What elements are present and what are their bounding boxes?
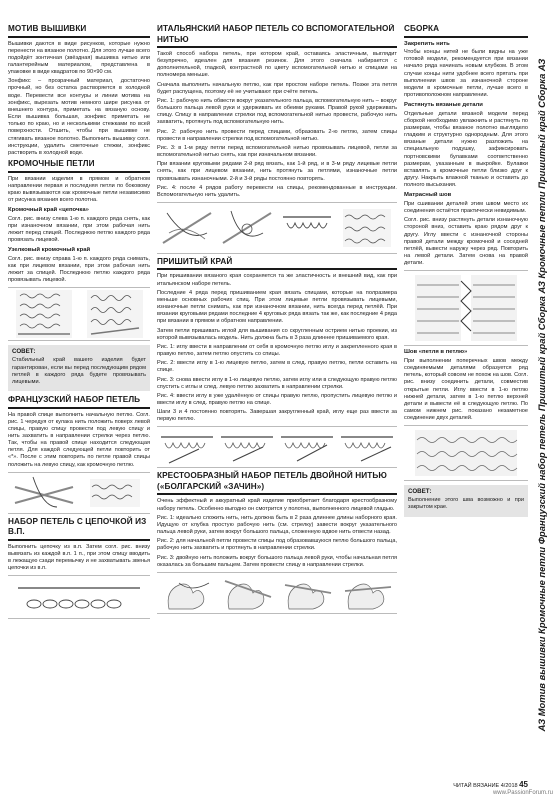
tip-text: Стабильный край вашего изделия будет гарантирован, если вы перед последующим рядом петлей в каждого ряда будете провязывать лицевыми.	[12, 357, 146, 385]
paragraph: Рис. 4: после 4 рядов работу перевести на спицы, рекомендованные в инструкции. Вспомогательную нить удалить.	[157, 184, 397, 198]
paragraph: Рис. 1: иглу ввести в направлении от себя в кромочную петлю иглу и закрепленного края в правую петлю, затем петлю опустить со спицы.	[157, 343, 397, 358]
paragraph: Рис. 3: двойную нить положить вокруг большого пальца левой руки, чтобы начальная петля оказалась за большим пальцем. Затем провести спицу в направлении стрелки.	[157, 554, 397, 568]
sewn-edge-step-3	[279, 427, 335, 467]
italian-cast-on-figures	[157, 202, 397, 254]
mattress-stitch-illustration	[411, 271, 521, 345]
paragraph: При пришивании вязаного края сохраняется та же эластичность и внешний вид, как при итальянском наборе петель.	[157, 273, 397, 287]
side-title-bar	[531, 40, 553, 750]
paragraph: Рис. 2: для начальной петли провести спицы под образовавшуюся петлю большого пальца, рабочую нить захватить и протянуть в направлении стрелки.	[157, 538, 397, 552]
paragraph: При вязании круговыми рядами 2-й ряд вязать, как 1-й ряд, и в 3-м ряду лицевые петли снять, как при лицевом вязании, нить протянуть за петлями, изнаночные петли провязывать изнаночными. 2-й и 3-й ряды постоянно повторять.	[157, 161, 397, 182]
paragraph: При сшивании деталей этим швом место их соединения остаётся практически невидимым.	[404, 200, 528, 215]
paragraph: Рис. 1: идеально сложить нить, нить должна быть в 2 раза длиннее длины наборного края. Идущую от клубка простую рабочую нить (см. стрелку) завести вокруг указательного пальца левой руки, затем вокруг большого пальца, сложенную вдвое нить отвести назад.	[157, 514, 397, 536]
sewn-edge-step-4	[339, 427, 395, 467]
journal-name: ЧИТАЙ ВЯЗАНИЕ 4/2018	[453, 783, 518, 789]
italian-cast-on-step-4	[339, 203, 395, 253]
paragraph: При вязании изделия в прямом и обратном направлении первая и последняя петли по боковому краю вывязываются как кромочные петли независимо от рисунка вязания всего полотна.	[8, 175, 150, 203]
italian-cast-on-step-3	[279, 203, 335, 253]
paragraph: Рис. 3: в 1-м ряду петли перед вспомогательной нитью провязывать лицевой, петли за вспомогательной нитью снять, как при изначальном вязании.	[157, 144, 397, 159]
hand-illustration-2	[219, 573, 275, 613]
column-middle	[157, 24, 397, 776]
sewn-edge-figures	[157, 426, 397, 468]
sewn-edge-step-1	[159, 427, 215, 467]
subheading: Матрасный шов	[404, 192, 452, 199]
subheading: Растянуть вязаные детали	[404, 102, 483, 109]
page-footer	[404, 780, 528, 790]
italian-cast-on-step-1	[159, 203, 215, 253]
section-title-french-cast-on: ФРАНЦУЗСКИЙ НАБОР ПЕТЕЛЬ	[8, 395, 150, 409]
section-title-edge-stitches: КРОМОЧНЫЕ ПЕТЛИ	[8, 159, 150, 173]
paragraph: Отдельные детали вязаной модели перед сборкой необходимо увлажнить и растянуть по размерам, чтобы вязаное полотно выглядело гладким и структурно однородным. Для этого вязаные детали нужно разложить на специальную подушку, зафиксировать портновскими булавками соответственно размерам, указанным в выкройке. Булавки вставлять в кромочные петли близко друг к другу. Накрыть влажной тканью и оставить до полного высыхания.	[404, 110, 528, 189]
subheading: Шов «петля в петлю»	[404, 349, 468, 356]
watermark: www.PassionForum.ru	[492, 790, 553, 796]
paragraph: Рис. 3: снова ввести иглу в 1-ю лицевую петлю, затем иглу или в следующую правую петлю спустить с иглы и след. левую петлю захватить в направлении стрелки.	[157, 376, 397, 390]
knot-edge-illustration	[85, 288, 145, 340]
chain-cast-on-figure	[8, 575, 150, 619]
section-title-chain-cast-on: НАБОР ПЕТЕЛЬ С ЦЕПОЧКОЙ ИЗ В.П.	[8, 517, 150, 541]
column-left	[8, 24, 150, 776]
chain-edge-illustration	[14, 288, 74, 340]
tip-text: Выполнение этого шва возможно и при закрытом крае.	[408, 497, 524, 511]
hand-illustration-4	[339, 573, 395, 613]
page-number: 45	[519, 780, 528, 789]
paragraph: Рис. 2: ввести иглу в 1-ю лицевую петлю, затем в след. правую петлю, петли оставить на спице.	[157, 360, 397, 374]
paragraph: Зонфикс – прозрачный материал, достаточно прочный, но без остатка растворяется в холодной воде. Перевести все контуры и линии мотива на зонфикс, вырезать мотив немного шире рисунка от внешнего контура, приметать на вязаную основу. Если вышивка большая, зонфикс приметать не только по краю, но и несколькими стежками по всей поверхности. Отшить, чтобы при вышивке не стягивать вязаное полотно. Выполнить вышивку согл. инструкции, удалить сметочные стежки, зонфикс растворить в холодной воде.	[8, 78, 150, 156]
french-cast-on-figures	[8, 472, 150, 514]
tip-box	[8, 345, 150, 391]
paragraph: На правой спице выполнить начальную петлю. Согл. рис. 1 чередуя от кулака нить положить поверх левой спицы, правую спицу провести под левую спицу и нить захватить в направлении стрелки через петлю. Так, чтобы на правой спице находится следующая петля. Для каждой следующей петли повторить от «*». После с этим повторить по петле правой спицы положить на левую спицу, как кромочную петлю.	[8, 411, 150, 468]
side-title: АЗ Мотив вышивки Кромочные петли Французский набор петель Пришитый край Сборка АЗ Кромочные петли Пришитый край Сборка АЗ	[535, 58, 547, 732]
tip-heading: СОВЕТ:	[408, 488, 432, 496]
paragraph: Рис. 4: ввести иглу в уже удалённую от спицы правую петлю, пропустить лицевую петлю и ввести иглу в след. правую петлю на спице.	[157, 392, 397, 406]
cross-cast-on-figures	[157, 572, 397, 614]
paragraph: Последние 4 ряда перед пришиванием края вязать спицами, которые на полразмера меньше основных рабочих спиц. При этом лицевые петли провязывать лицевыми, изнаночные петли снимать, как при изнаночном вязании, нить всегда перед петлёй. При вязании круговыми рядами последние 4 круговых ряда вязать так же, как последние 4 ряда при вязании в прямом и обратном направлении.	[157, 289, 397, 325]
loop-seam-figure	[404, 425, 528, 481]
section-title-italian-cast-on: ИТАЛЬЯНСКИЙ НАБОР ПЕТЕЛЬ СО ВСПОМОГАТЕЛЬНОЙ НИТЬЮ	[157, 24, 397, 48]
column-right	[404, 24, 528, 776]
section-title-embroidery: МОТИВ ВЫШИВКИ	[8, 24, 150, 38]
paragraph: Рис. 1: рабочую нить обвести вокруг указательного пальца, вспомогательную нить – вокруг большого пальца левой руки и удерживать их обеими руками. Правой рукой удерживать спицу. Спицу в направлении стрелки под вспомогательной нитью провести, рабочую нить захватить, протянуть под вспомогательную нить.	[157, 97, 397, 126]
section-title-cross-cast-on: КРЕСТООБРАЗНЫЙ НАБОР ПЕТЕЛЬ ДВОЙНОЙ НИТЬЮ («БОЛГАРСКИЙ «ЗАЧИН»)	[157, 471, 397, 495]
subheading: Узелковый кромочный край	[8, 247, 91, 254]
paragraph: Такой способ набора петель, при котором край, оставаясь эластичным, выглядит безупречно, идеален для вязания резинок. Для этого сначала набирается с дополнительной, гладкой, контрастной по цвету вспомогательной нитью и спицами на полномера меньше.	[157, 51, 397, 79]
edge-stitch-figures	[8, 287, 150, 341]
subheading: Кромочный край «цепочка»	[8, 207, 89, 214]
italian-cast-on-step-2	[219, 203, 275, 253]
hand-illustration-1	[159, 573, 215, 613]
paragraph: Согл. рис. внизу справа 1-ю п. каждого ряда снимать, как при лицевом вязании, при этом рабочая нить лежит за спицей. Последнюю петлю каждого ряда провязывать лицевой.	[8, 255, 150, 284]
chain-cast-on-illustration	[14, 576, 144, 618]
paragraph: Выполнить цепочку из в.п. Затем согл. рис. внизу вывязать из каждой в.п. 1 п., при этом спицу вводить в лежащую сзади перемычку и не захватывать звенья цепочки из в.п.	[8, 543, 150, 572]
paragraph: Вышивки даются в виде рисунков, которые нужно перенести на вязаное полотно. Для этого лучше всего подойдёт зонтичная (звёздная) вышивка нитью или галантерейным материалом, представлена в упаковке в виде квадратов по 90×90 см.	[8, 40, 150, 76]
paragraph: Рис. 2: рабочую нить провести перед спицами, образовать 2-ю петлю, затем спицы провести в направлении стрелки под вспомогательной нитью.	[157, 128, 397, 142]
section-title-sewn-edge: ПРИШИТЫЙ КРАЙ	[157, 257, 397, 271]
hand-illustration-3	[279, 573, 335, 613]
loop-seam-illustration	[411, 426, 521, 480]
french-cast-on-step-1	[13, 473, 75, 513]
paragraph: Согл. рис. внизу растянуть детали изнаночную стороной вниз, оставить краю рядом друг к другу. Иглу ввести с изнаночной стороны правой детали между кромочной и соседней петлёй, вывести наружу через ряд. Повторить на левой детали. Затем снова на правой детали.	[404, 217, 528, 267]
paragraph: При выполнении поперечных швов между соединяемыми деталями образуется ряд петель, который совсем не похож на шов. Согл. рис. внизу соединить детали, совместив открытые петли. Иглу ввести в 1-ю петлю нижней детали, затем в 1-ю петлю верхней детали и вывести её в следующую петлю. По самом нижнем рис. показано незаметное соединение двух деталей.	[404, 357, 528, 422]
sewn-edge-step-2	[219, 427, 275, 467]
tip-box	[404, 485, 528, 516]
paragraph: Сначала выполнить начальную петлю, как при простом наборе петель. Позже эта петля будет распущена, поэтому её не учитывают при счёте петель.	[157, 81, 397, 95]
french-cast-on-step-2	[84, 473, 146, 513]
paragraph: Очень эффектный и аккуратный край изделие приобретает благодаря крестообразному набору петель. Особенно выгодно он смотрится у полотна, выполненного лицевой гладью.	[157, 498, 397, 512]
tip-heading: СОВЕТ:	[12, 348, 36, 356]
paragraph: Чтобы концы нитей не были видны на уже готовой модели, рекомендуется при вязании начало ряда начинать новым клубком. В этом случае концы нити удобнее всего прятать при выполнении швов за изнаночной стороне модели в кромочные петли, лучше всего в противоположном направлении.	[404, 49, 528, 98]
paragraph: Затем петли пришивать иглой для вышивания со скругленным острием нитью проекии, из которой вывязывалась модель. Нить должна быть в 3 раза длиннее пришиваемого края.	[157, 327, 397, 341]
mattress-stitch-figure	[404, 270, 528, 346]
section-title-assembly: СБОРКА	[404, 24, 528, 38]
subheading: Закрепить нить	[404, 40, 450, 47]
paragraph: Шаги 3 и 4 постоянно повторять. Завершая закругленный край, иглу еще раз ввести за первую петлю.	[157, 409, 397, 423]
paragraph: Согл. рис. внизу слева 1-ю п. каждого ряда снять, как при изнаночном вязании, при этом рабочая нить лежит перед спицей. Последнюю петлю каждого ряда провязать лицевой.	[8, 215, 150, 244]
